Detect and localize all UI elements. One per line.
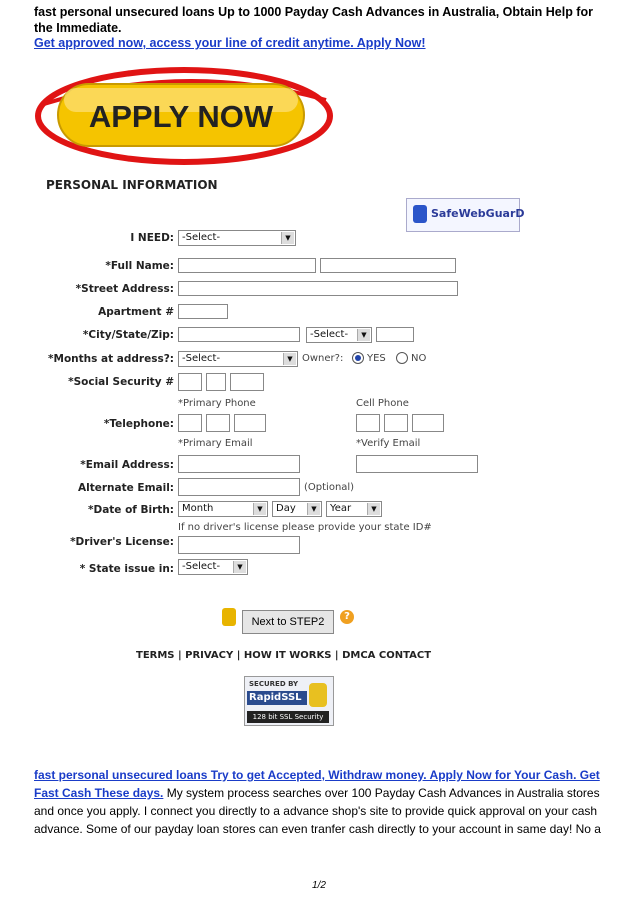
apartment-input[interactable] [178,304,228,319]
cell-phone-note: Cell Phone [356,398,409,409]
optional-note: (Optional) [304,482,355,493]
chevron-down-icon: ▼ [253,503,266,515]
body-text: My system process searches over 100 Payday Cash Advances in Australia stores and once you apply. I connect you directly to a advance shop's site to provide quick approval on your cash advance. Some of our payday loan stores can even tranfer cash directly to your account in same day! No a [34,786,601,836]
email-label: *Email Address: [80,459,174,471]
months-select[interactable] [178,351,298,367]
dob-year-select[interactable] [326,501,382,517]
alt-email-input[interactable] [178,478,300,496]
help-icon[interactable]: ? [340,610,354,624]
last-name-input[interactable] [320,258,456,273]
apply-now-graphic [34,64,334,168]
state-issue-label: * State issue in: [79,563,174,575]
section-title: PERSONAL INFORMATION [46,178,218,192]
rapidssl-badge [244,676,334,726]
owner-no-radio[interactable] [396,352,408,364]
first-name-input[interactable] [178,258,316,273]
badge-text: SafeWebGuarD [431,207,525,220]
chevron-down-icon: ▼ [281,232,294,244]
dob-month-select[interactable] [178,501,268,517]
apartment-label: Apartment # [98,306,174,318]
apply-now-link[interactable]: Get approved now, access your line of credit anytime. Apply Now! [34,36,426,50]
zip-input[interactable] [376,327,414,342]
ssn-label: *Social Security # [68,376,174,388]
city-label: *City/State/Zip: [82,329,174,341]
owner-yes-label: YES [367,353,386,364]
cell-prefix-input[interactable] [384,414,408,432]
state-issue-select[interactable] [178,559,248,575]
body-paragraph [34,766,606,838]
verify-email-note: *Verify Email [356,438,421,449]
owner-yes-radio[interactable] [352,352,364,364]
apply-now-banner[interactable] [34,64,334,168]
ssn-part1-input[interactable] [178,373,202,391]
alt-email-label: Alternate Email: [78,482,174,494]
city-input[interactable] [178,327,300,342]
telephone-label: *Telephone: [103,418,174,430]
primary-phone-note: *Primary Phone [178,398,256,409]
ssn-part2-input[interactable] [206,373,226,391]
page-title: fast personal unsecured loans Up to 1000 Payday Cash Advances in Australia, Obtain Help for the Immediate. [34,5,593,35]
i-need-value: -Select- [182,232,221,243]
months-value: -Select- [182,353,221,364]
safewebguard-badge [406,198,525,232]
apply-now-text: APPLY NOW [88,99,274,134]
ssl-secured-text: SECURED BY [249,680,299,688]
state-select[interactable] [306,327,372,343]
ssl-bits-text: 128 bit SSL Security [247,711,329,723]
cell-line-input[interactable] [412,414,444,432]
verify-email-input[interactable] [356,455,478,473]
street-input[interactable] [178,281,458,296]
cell-area-input[interactable] [356,414,380,432]
form-footer-links[interactable]: TERMS | PRIVACY | HOW IT WORKS | DMCA CONTACT [136,650,432,661]
loan-application-form [34,170,534,730]
street-label: *Street Address: [75,283,174,295]
chevron-down-icon: ▼ [233,561,246,573]
phone-line-input[interactable] [234,414,266,432]
chevron-down-icon: ▼ [367,503,380,515]
email-input[interactable] [178,455,300,473]
owner-no-label: NO [411,353,427,364]
chevron-down-icon: ▼ [357,329,370,341]
full-name-label: *Full Name: [105,260,174,272]
state-value: -Select- [310,329,349,340]
state-issue-value: -Select- [182,561,221,572]
dob-month-value: Month [182,503,214,514]
shield-icon [413,205,427,223]
primary-email-note: *Primary Email [178,438,253,449]
dob-day-value: Day [276,503,296,514]
license-label: *Driver's License: [70,536,174,548]
license-note: If no driver's license please provide your state ID# [178,522,432,533]
page-number: 1/2 [312,880,326,891]
padlock-icon [309,683,327,707]
body-link[interactable]: fast personal unsecured loans Try to get Accepted, Withdraw money. Apply Now for Your Cash. Get Fast Cash These days. [34,768,600,800]
lock-icon [222,608,236,626]
ssn-part3-input[interactable] [230,373,264,391]
dob-day-select[interactable] [272,501,322,517]
ssl-brand-text: RapidSSL [247,691,307,705]
dob-label: *Date of Birth: [88,504,174,516]
dob-year-value: Year [330,503,352,514]
owner-label: Owner?: [302,353,344,364]
next-step-button[interactable]: Next to STEP2 [242,610,334,634]
months-label: *Months at address?: [48,353,174,365]
i-need-label: I NEED: [130,232,174,244]
phone-area-input[interactable] [178,414,202,432]
chevron-down-icon: ▼ [307,503,320,515]
license-input[interactable] [178,536,300,554]
chevron-down-icon: ▼ [283,353,296,365]
i-need-select[interactable] [178,230,296,246]
phone-prefix-input[interactable] [206,414,230,432]
